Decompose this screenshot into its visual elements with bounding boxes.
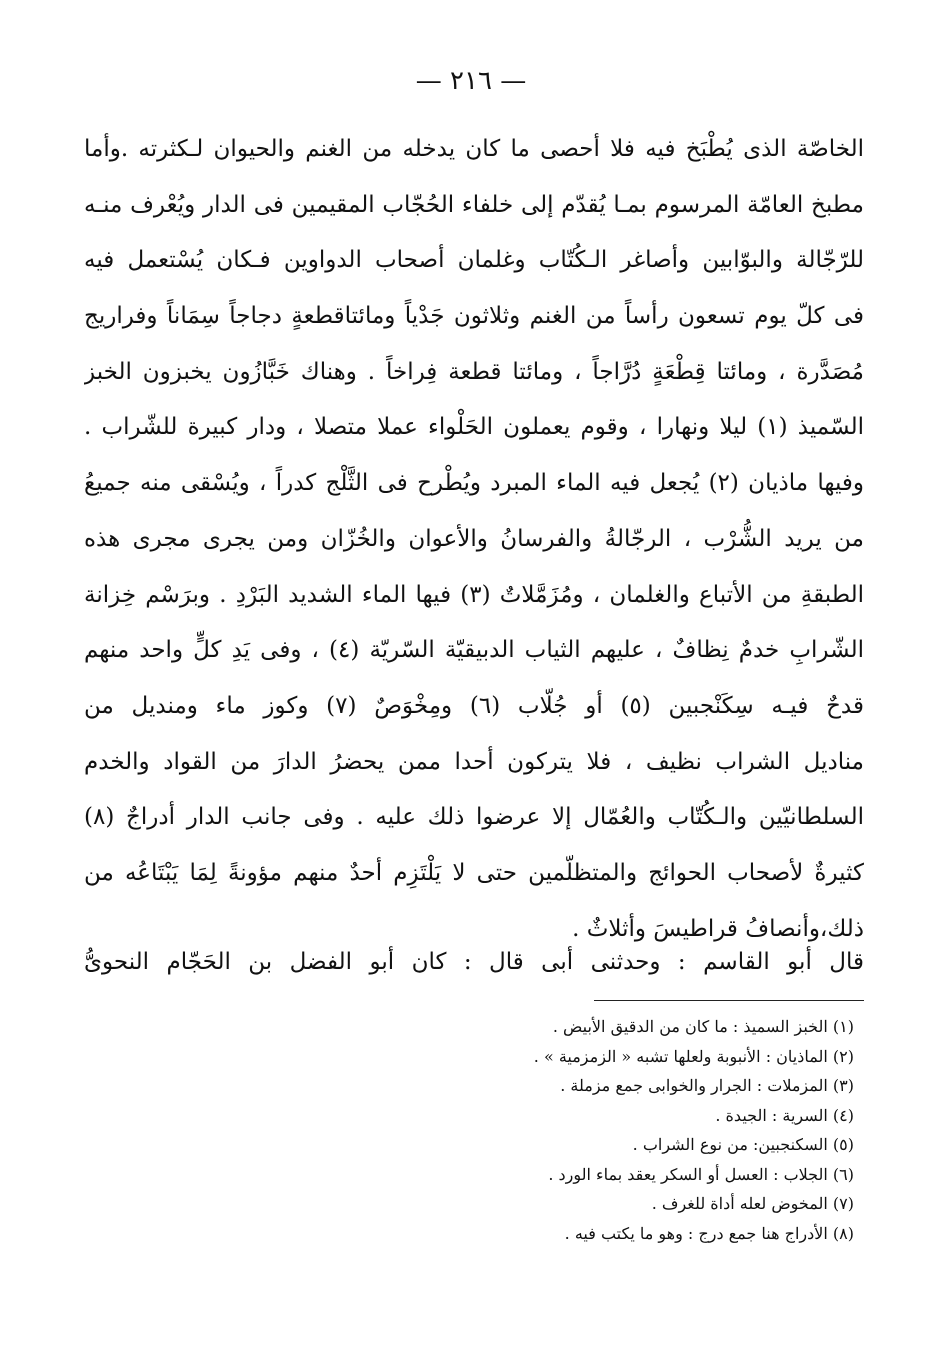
- text-line: ذلك،وأنصافُ قراطيسَ وأثلاثٌ .: [572, 915, 864, 942]
- footnote-7: (٧) المخوض لعله أداة للغرف .: [651, 1194, 854, 1213]
- text-line: السّميذ (١) ليلا ونهارا ، وقوم يعملون الحَلْواء عملا متصلا ، ودار كبيرة للشّراب .: [84, 414, 864, 441]
- footnotes: [84, 1012, 854, 1248]
- text-line: وفيها ماذيان (٢) يُجعل فيه الماء المبرد ويُطْرح فى الثَّلْج كدراً ، ويُسْقى منه جميعُ: [84, 470, 864, 497]
- second-paragraph: [84, 935, 864, 991]
- text-line: السلطانيّين والـكُتّاب والعُمّال إلا عرضوا ذلك عليه . وفى جانب الدار أدراجٌ (٨): [84, 804, 864, 831]
- text-line: من يريد الشُّرْب ، الرجّالةُ والفرسانُ والأعوان والخُزّان ومن يجرى مجرى هذه: [84, 525, 864, 552]
- footnote-5: (٥) السكنجبين: من نوع الشراب .: [632, 1135, 854, 1154]
- text-line: قال أبو القاسم : وحدثنى أبى قال : كان أبو الفضل بن الحَجّام النحوىُّ: [84, 949, 864, 975]
- page-number: — ٢١٦ —: [415, 66, 527, 96]
- text-line: مطبخ العامّة المرسوم بمـا يُقدّم إلى خلفاء الحُجّاب المقيمين فى الدار ويُعْرف منـه: [84, 191, 864, 218]
- footnote-2: (٢) الماذيان : الأنبوبة ولعلها تشبه « الزمزمية » .: [533, 1046, 854, 1066]
- main-paragraph: [84, 122, 864, 957]
- footnote-4: (٤) السرية : الجيدة .: [715, 1105, 854, 1125]
- text-line: فى كلّ يوم تسعون رأساً من الغنم وثلاثون جَدْياً ومائتاقطعةٍ دجاجاً سِمَاناً وفراريج: [84, 303, 864, 330]
- text-line: الشّرابِ خدمٌ نِظافٌ ، عليهم الثياب الدبيقيّة السّريّة (٤) ، وفى يَدِ كلٍّ واحد منهم: [84, 637, 864, 664]
- text-line: الطبقةِ من الأتباع والغلمان ، ومُزَمَّلاتٌ (٣) فيها الماء الشديد البَرْدِ . وبرَسْم خِزانة: [84, 581, 864, 608]
- footnote-separator: [594, 1000, 864, 1001]
- footnote-3: (٣) المزملات : الجرار والخوابى جمع مزملة .: [560, 1076, 854, 1095]
- text-line: الخاصّة الذى يُطْبَخ فيه فلا أحصى ما كان يدخله من الغنم والحيوان لـكثرته .وأما: [84, 136, 864, 162]
- footnote-8: (٨) الأدراج هنا جمع درج : وهو ما يكتب فيه .: [564, 1223, 854, 1243]
- footnote-6: (٦) الجلاب : العسل أو السكر يعقد بماء الورد .: [548, 1164, 854, 1184]
- text-line: كثيرةٌ لأصحاب الحوائج والمتظلّمين حتى لا يَلْتَزِم أحدٌ منهم مؤونةً لِمَا يَبْتَاعُه من: [84, 859, 864, 886]
- text-line: مناديل الشراب نظيف ، فلا يتركون أحدا ممن يحضرُ الدارَ من القواد والخدم: [84, 748, 864, 775]
- footnote-1: (١) الخبز السميذ : ما كان من الدقيق الأبيض .: [552, 1017, 854, 1036]
- text-line: مُصَدَّرة ، ومائتا قِطْعَةٍ دُرَّاجاً ، ومائتا قطعة فِراخاً . وهناك خَبَّازُون يخبزون الخبز: [84, 358, 864, 385]
- text-line: للرّجّالة والبوّابين وأصاغر الـكُتّاب وغلمان أصحاب الدواوين فـكان يُسْتعمل فيه: [84, 247, 864, 274]
- text-line: قدحٌ فيـه سِكَنْجبين (٥) أو جُلّاب (٦) ومِخْوَصٌ (٧) وكوز ماء ومنديل من: [84, 692, 864, 719]
